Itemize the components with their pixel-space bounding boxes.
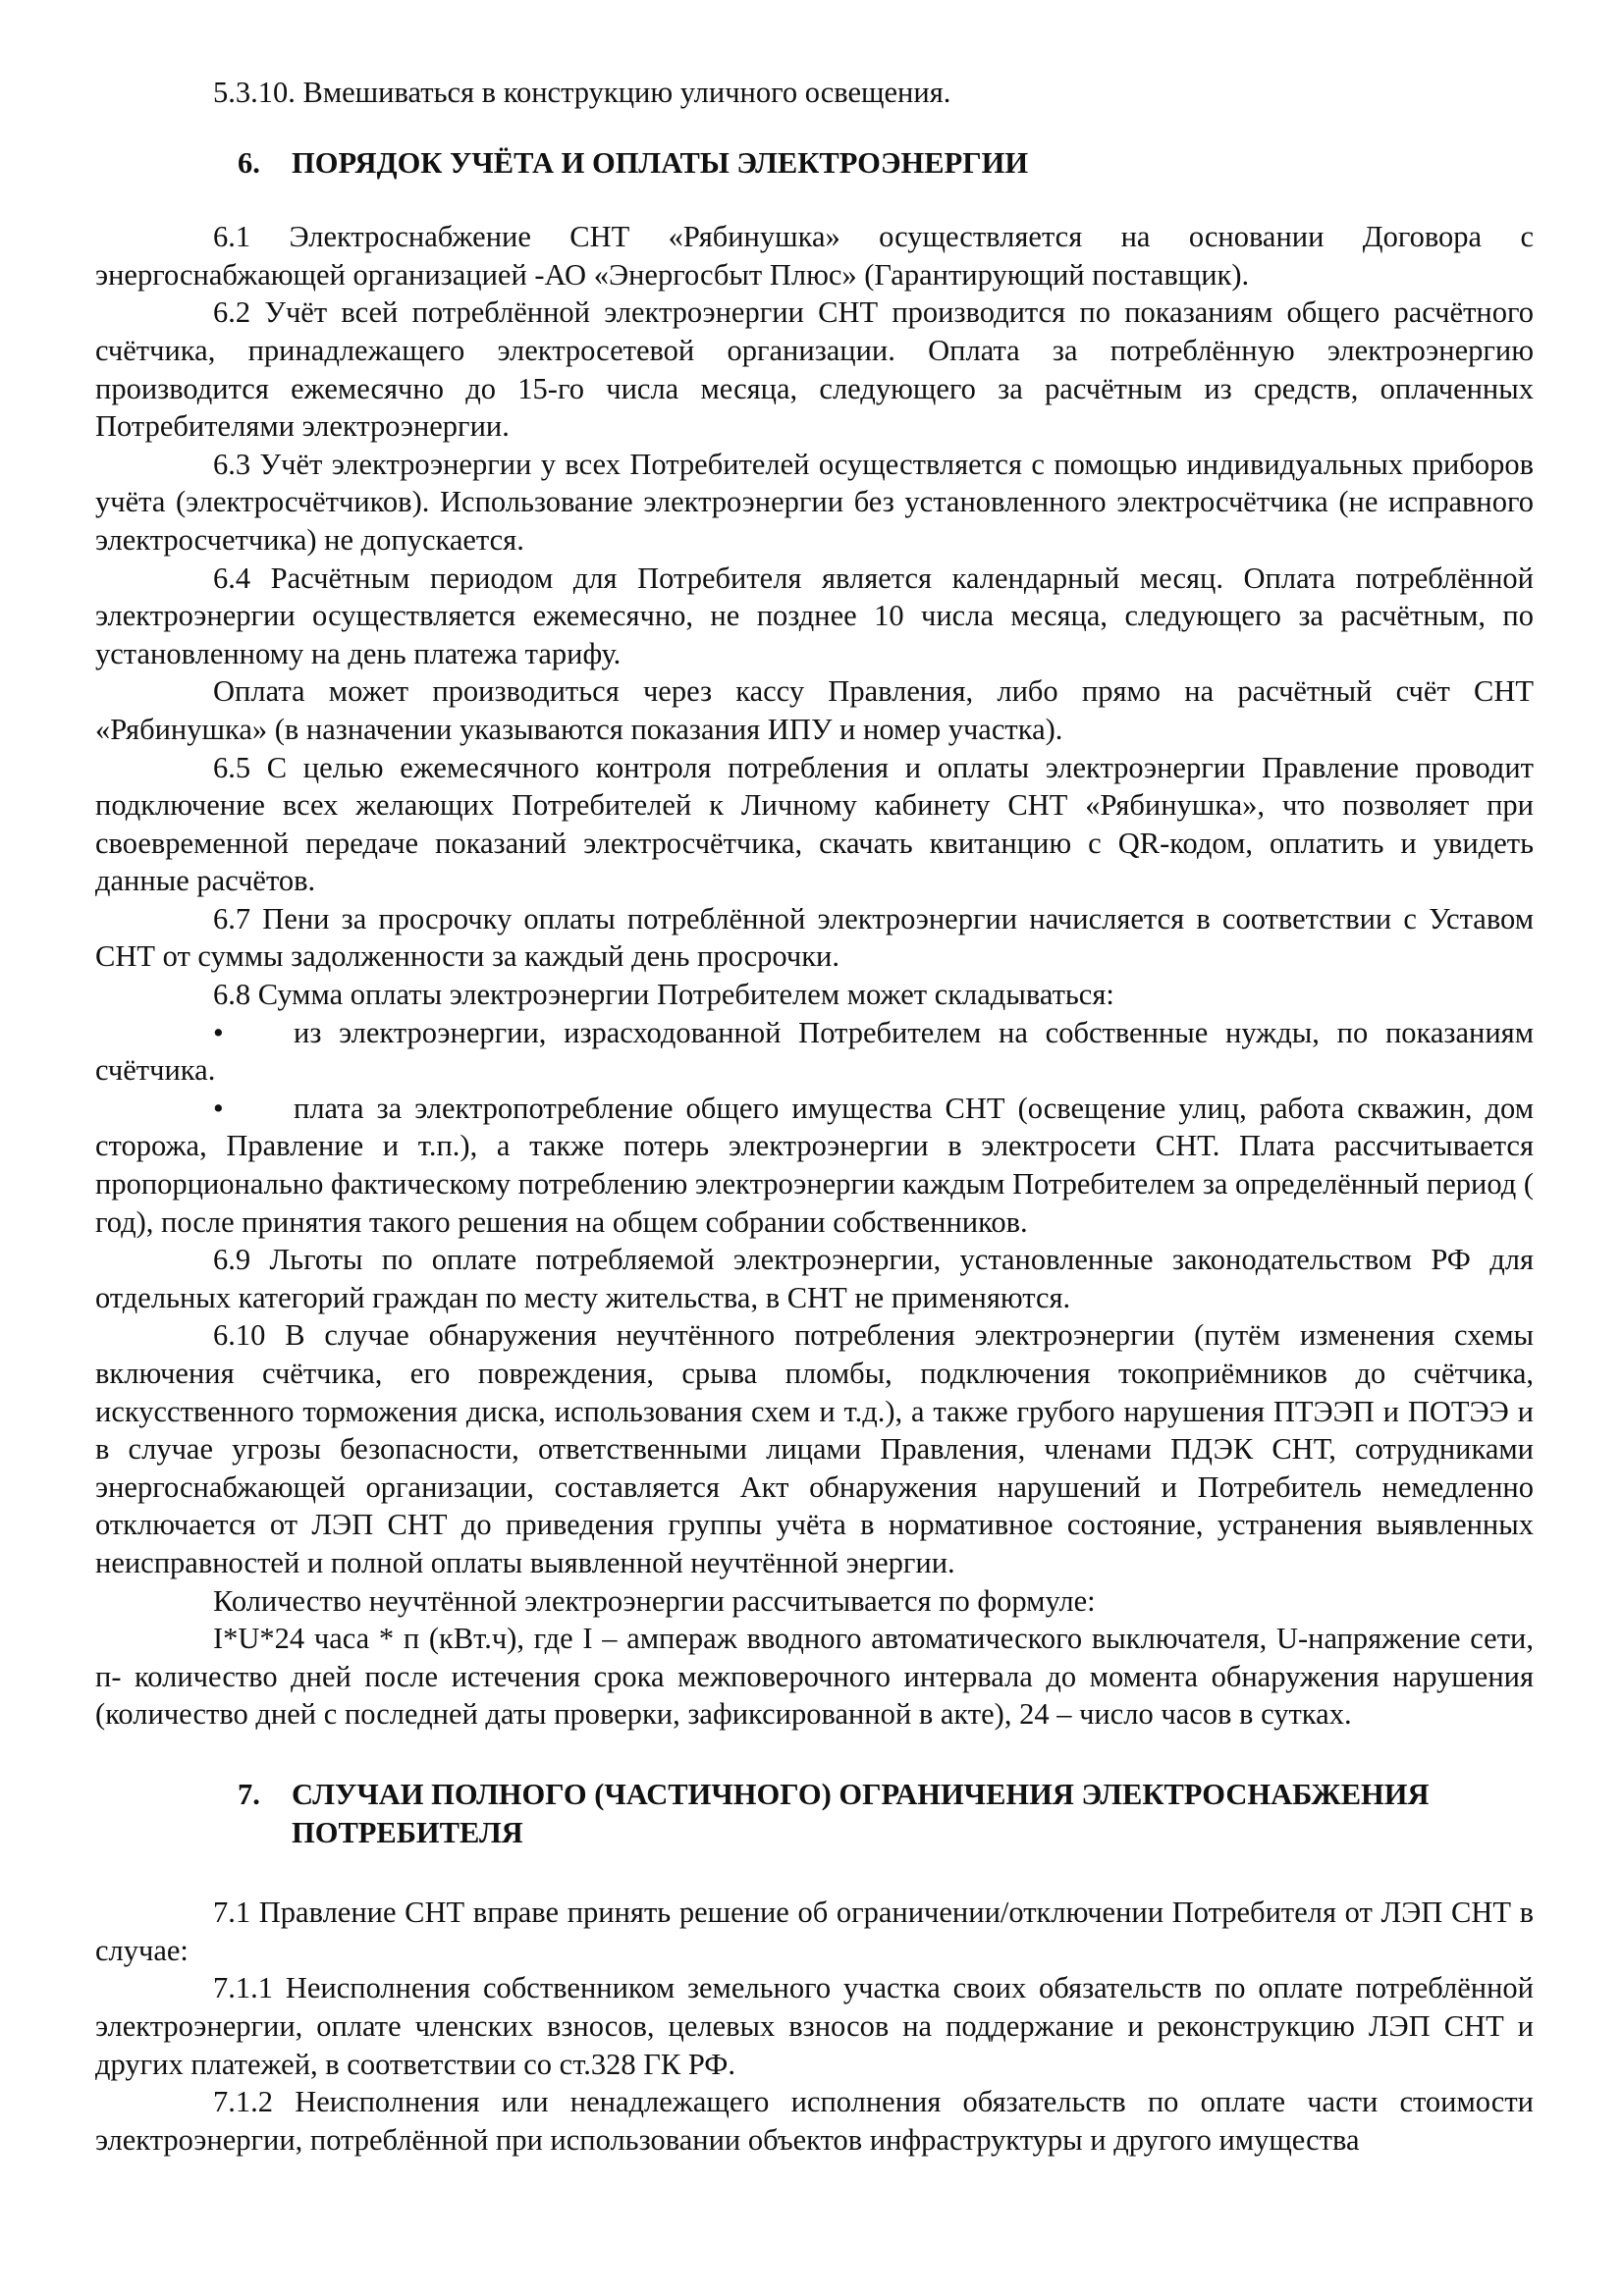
paragraph-6-1: 6.1 Электроснабжение СНТ «Рябинушка» осуществляется на основании Договора с энергоснабжающей организацией -АО «Энергосбыт Плюс» (Гарантирующий поставщик). — [95, 220, 1534, 292]
section-7-heading — [95, 1776, 1534, 1851]
paragraph-7-1-1: 7.1.1 Неисполнения собственником земельного участка своих обязательств по оплате потреблённой электроэнергии, оплате членских взносов, целевых взносов на поддержание и реконструкцию ЛЭП СНТ и других платежей, в соответствии со ст.328 ГК РФ. — [95, 1971, 1534, 2081]
section-6-number: 6. — [238, 145, 260, 180]
paragraph-6-3: 6.3 Учёт электроэнергии у всех Потребителей осуществляется с помощью индивидуальных приборов учёта (электросчётчиков). Использование электроэнергии без установленного электросчётчика (не исправного электросчетчика) не допускается. — [95, 447, 1534, 557]
paragraph-6-9: 6.9 Льготы по оплате потребляемой электроэнергии, установленные законодательством РФ для отдельных категорий граждан по месту жительства, в СНТ не применяются. — [95, 1243, 1534, 1314]
paragraph-6-4: 6.4 Расчётным периодом для Потребителя является календарный месяц. Оплата потреблённой электроэнергии осуществляется ежемесячно, не позднее 10 числа месяца, следующего за расчётным, по установленному на день платежа тарифу. — [95, 561, 1534, 670]
paragraph-6-7: 6.7 Пени за просрочку оплаты потреблённой электроэнергии начисляется в соответствии с Уставом СНТ от суммы задолженности за каждый день просрочки. — [95, 901, 1534, 974]
bullet-icon: • — [213, 1015, 224, 1049]
bullet-item-own-consumption — [95, 1014, 1534, 1090]
paragraph-6-10: 6.10 В случае обнаружения неучтённого потребления электроэнергии (путём изменения схемы включения счётчика, его повреждения, срыва пломбы, подключения токоприёмников до счётчика, искусственного торможения диска, использования схем и т.д.), а также грубого нарушения ПТЭЭП и ПОТЭЭ и в случае угрозы безопасности, ответственными лицами Правления, членами ПДЭК СНТ, сотрудниками энергоснабжающей организации, составляется Акт обнаружения нарушений и Потребитель немедленно отключается от ЛЭП СНТ до приведения группы учёта в нормативное состояние, устранения выявленных неисправностей и полной оплаты выявленной неучтённой энергии. — [95, 1318, 1534, 1579]
section-7-title: СЛУЧАИ ПОЛНОГО (ЧАСТИЧНОГО) ОГРАНИЧЕНИЯ ЭЛЕКТРОСНАБЖЕНИЯ ПОТРЕБИТЕЛЯ — [292, 1777, 1430, 1849]
bullet-text: плата за электропотребление общего имущества СНТ (освещение улиц, работа скважин, дом сторожа, Правление и т.п.), а также потерь электроэнергии в электросети СНТ. Плата рассчитывается пропорционально фактическому потреблению электроэнергии каждым Потребителем за определённый период ( год), после принятия такого решения на общем собрании собственников. — [95, 1091, 1534, 1239]
paragraph-6-5: 6.5 С целью ежемесячного контроля потребления и оплаты электроэнергии Правление проводит подключение всех желающих Потребителей к Личному кабинету СНТ «Рябинушка», что позволяет при своевременной передаче показаний электросчётчика, скачать квитанцию с QR-кодом, оплатить и увидеть данные расчётов. — [95, 750, 1534, 898]
paragraph-payment-options: Оплата может производиться через кассу Правления, либо прямо на расчётный счёт СНТ «Рябинушка» (в назначении указываются показания ИПУ и номер участка). — [95, 674, 1534, 746]
paragraph-7-1-2: 7.1.2 Неисполнения или ненадлежащего исполнения обязательств по оплате части стоимости электроэнергии, потреблённой при использовании объектов инфраструктуры и другого имущества — [95, 2085, 1534, 2157]
section-6-title: ПОРЯДОК УЧЁТА И ОПЛАТЫ ЭЛЕКТРОЭНЕРГИИ — [292, 145, 1029, 180]
paragraph-formula: I*U*24 часа * п (кВт.ч), где I – ампераж вводного автоматического выключателя, U-напряжение сети, п- количество дней после истечения срока межповерочного интервала до момента обнаружения нарушения (количество дней с последней даты проверки, зафиксированной в акте), 24 – число часов в сутках. — [95, 1622, 1534, 1732]
bullet-item-common-property — [95, 1090, 1534, 1241]
bullet-icon: • — [213, 1091, 224, 1125]
paragraph-7-1: 7.1 Правление СНТ вправе принять решение об ограничении/отключении Потребителя от ЛЭП СНТ в случае: — [95, 1896, 1534, 1967]
paragraph-6-8: 6.8 Сумма оплаты электроэнергии Потребителем может складываться: — [213, 978, 1114, 1012]
document-page — [95, 74, 1534, 2159]
bullet-text: из электроэнергии, израсходованной Потребителем на собственные нужды, по показаниям счётчика. — [95, 1015, 1534, 1088]
section-7-number: 7. — [238, 1777, 260, 1811]
paragraph-formula-intro: Количество неучтённой электроэнергии рассчитывается по формуле: — [213, 1583, 1096, 1618]
paragraph-5-3-10: 5.3.10. Вмешиваться в конструкцию уличного освещения. — [213, 76, 951, 109]
section-6-heading — [95, 144, 1534, 183]
paragraph-6-2: 6.2 Учёт всей потреблённой электроэнергии СНТ производится по показаниям общего расчётного счётчика, принадлежащего электросетевой организации. Оплата за потреблённую электроэнергию производится ежемесячно до 15-го числа месяца, следующего за расчётным из средств, оплаченных Потребителями электроэнергии. — [95, 295, 1534, 444]
